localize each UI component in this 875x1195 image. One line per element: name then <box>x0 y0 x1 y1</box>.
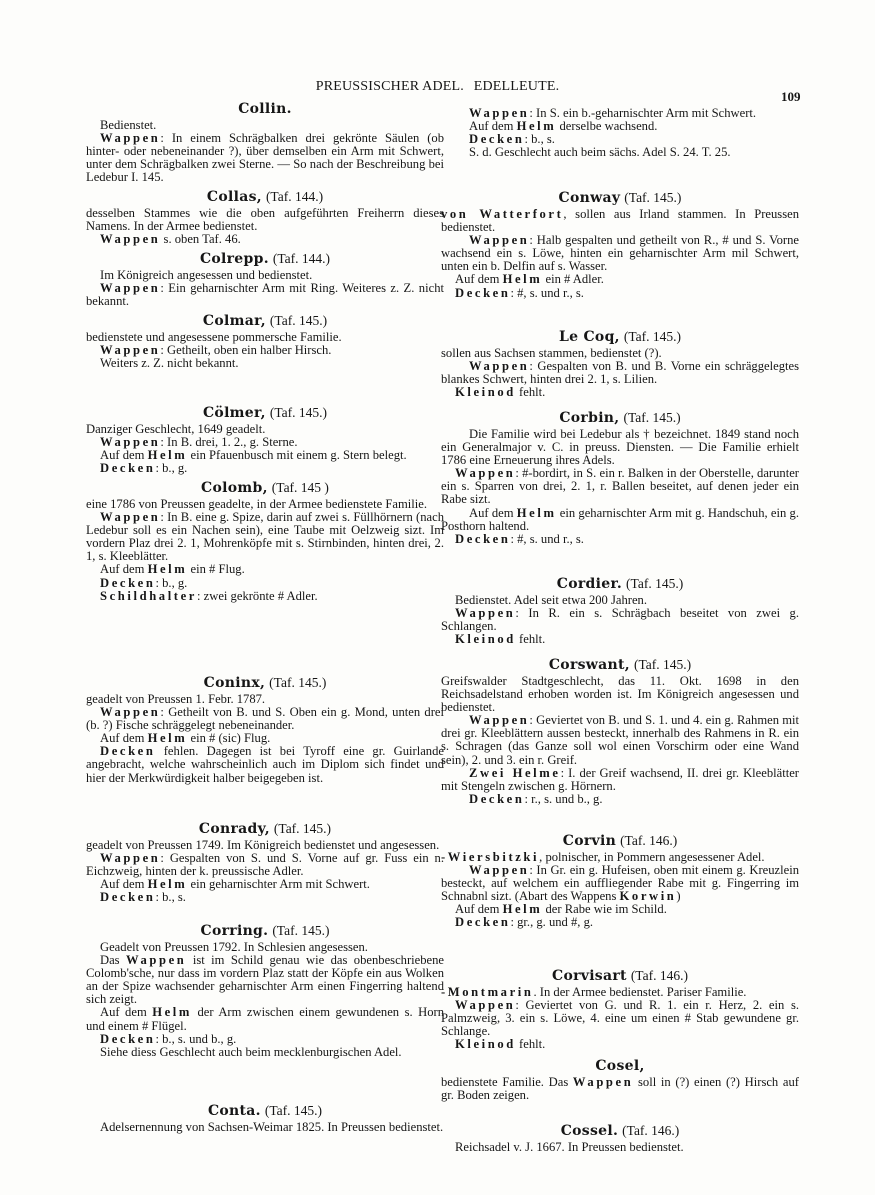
spaced-keyword: Wappen <box>100 435 161 450</box>
paragraph-text: : b., s. <box>524 132 555 147</box>
paragraph-text: : r., s. und b., g. <box>524 791 603 806</box>
paragraph-text: bedienstete Familie. Das <box>441 1075 573 1089</box>
paragraph-text: : I. der Greif wachsend, II. drei gr. Kleeblätter mit Stengeln zwischen g. Hörnern. <box>441 765 800 793</box>
family-entry <box>86 312 444 370</box>
paragraph-text: : #, s. und r., s. <box>510 285 584 300</box>
family-entry <box>86 674 444 785</box>
paragraph-text: : Getheilt von B. und S. Oben ein g. Mond, unten drei (b. ?) Fische schräggelegt nebeneinander. <box>86 705 444 733</box>
entry-paragraph <box>441 607 799 633</box>
entry-paragraph <box>86 706 444 732</box>
plate-reference: (Taf. 145.) <box>623 329 682 344</box>
paragraph-text: eine 1786 von Preussen geadelte, in der Armee bedienstete Familie. <box>86 497 427 511</box>
paragraph-text: ein geharnischter Arm mit Schwert. <box>187 877 370 892</box>
spaced-keyword: Wappen <box>100 131 161 146</box>
plate-reference: (Taf. 145.) <box>273 821 332 836</box>
plate-reference: (Taf. 145.) <box>269 405 328 420</box>
spaced-keyword: Decken <box>455 285 511 300</box>
paragraph-text: soll in (?) einen (?) Hirsch auf gr. Boden zeigen. <box>441 1075 799 1103</box>
paragraph-text: ein geharnischter Arm mit g. Handschuh, ein g. Posthorn haltend. <box>441 505 799 533</box>
entry-heading <box>86 1102 444 1120</box>
entry-paragraph <box>441 428 799 467</box>
paragraph-text: : Geviertet von G. und R. 1. ein r. Herz, 2. ein s. Palmzweig, 3. ein s. Löwe, 4. eine um einen # Stab gewundene gr. Schlange. <box>441 998 799 1039</box>
spaced-keyword: Decken <box>100 575 156 590</box>
spaced-keyword: Helm <box>152 1005 192 1020</box>
spaced-keyword: Zwei Helme <box>469 765 561 780</box>
spaced-keyword: Decken <box>100 461 156 476</box>
family-entry <box>86 479 444 603</box>
family-name: Conway <box>558 190 621 206</box>
paragraph-text: Auf dem <box>100 562 148 577</box>
entry-paragraph <box>441 1038 799 1051</box>
family-entry <box>441 1057 799 1102</box>
paragraph-text: : Ein geharnischter Arm mit Ring. Weiteres z. Z. nicht bekannt. <box>86 281 444 309</box>
header-left: PREUSSISCHER ADEL. <box>315 79 464 94</box>
family-entry <box>86 820 444 904</box>
spaced-keyword: Wappen <box>100 281 161 296</box>
spaced-keyword: Wappen <box>126 953 187 968</box>
spaced-keyword: -Wiersbitzki <box>441 850 540 864</box>
entry-paragraph <box>86 233 444 246</box>
spaced-keyword: von Watterfort <box>441 207 564 221</box>
spaced-keyword: Decken <box>100 744 156 759</box>
entry-paragraph <box>441 146 799 159</box>
paragraph-text: fehlt. <box>515 1037 546 1052</box>
spaced-keyword: Wappen <box>469 863 530 878</box>
entry-paragraph <box>441 793 799 806</box>
spaced-keyword: Wappen <box>100 232 161 247</box>
family-entry <box>86 922 444 1059</box>
entry-paragraph <box>441 767 799 793</box>
paragraph-text: Auf dem <box>100 877 148 892</box>
paragraph-text: geadelt von Preussen 1749. Im Königreich bedienstet und angesessen. <box>86 838 440 852</box>
paragraph-text: ist im Schild genau wie das obenbeschriebene Colomb'sche, nur dass im vordern Plaz statt der Köpfe ein aus Wolken an der Spize wachsender geharnischter Arm einen Fingerring haltend sich zeigt. <box>86 953 445 1007</box>
paragraph-text: : b., g. <box>155 575 188 590</box>
paragraph-text: : Halb gespalten und getheilt von R., # und S. Vorne wachsend ein s. Löwe, hinten ein geharnischter Arm mil Schwert, unten ein b. Delfin auf s. Wasser. <box>441 233 799 274</box>
entry-heading <box>86 188 444 206</box>
entry-paragraph <box>441 386 799 399</box>
spaced-keyword: Decken <box>100 1031 156 1046</box>
paragraph-text: Weiters z. Z. nicht bekannt. <box>100 356 239 371</box>
paragraph-text: geadelt von Preussen 1. Febr. 1787. <box>86 692 266 706</box>
paragraph-text: Reichsadel v. J. 1667. In Preussen bedienstet. <box>455 1140 684 1154</box>
spaced-keyword: Helm <box>147 877 188 892</box>
page-number: 109 <box>781 89 801 104</box>
spaced-keyword: Kleinod <box>455 632 516 647</box>
entry-heading <box>86 820 444 838</box>
family-name: Collas, <box>206 189 262 205</box>
family-entry <box>441 107 799 159</box>
paragraph-text: Auf dem <box>455 272 503 287</box>
paragraph-text: ein # Flug. <box>187 562 245 577</box>
family-entry <box>441 409 799 546</box>
plate-reference: (Taf. 146.) <box>622 1123 680 1138</box>
paragraph-text: Siehe diess Geschlecht auch beim mecklenburgischen Adel. <box>100 1044 402 1059</box>
plate-reference: (Taf. 145.) <box>624 190 682 205</box>
entry-heading <box>86 250 444 268</box>
entry-paragraph <box>86 852 444 878</box>
family-entry <box>441 1122 799 1154</box>
plate-reference: (Taf. 145.) <box>626 576 684 591</box>
paragraph-text: Auf dem <box>469 119 517 134</box>
paragraph-text: : Gespalten von S. und S. Vorne auf gr. Fuss ein n. Eichzweig, hinten der k. preussische Adler. <box>86 851 444 879</box>
entry-heading <box>86 100 444 118</box>
spaced-keyword: Wappen <box>469 359 530 374</box>
plate-reference: (Taf. 144.) <box>265 189 324 204</box>
entry-paragraph <box>441 287 799 300</box>
family-entry <box>441 328 799 399</box>
paragraph-text: Das <box>100 953 127 968</box>
entry-paragraph <box>86 511 444 563</box>
plate-reference: (Taf. 146.) <box>620 833 678 848</box>
entry-paragraph <box>441 507 799 533</box>
spaced-keyword: Decken <box>469 132 525 147</box>
paragraph-text: : Getheilt, oben ein halber Hirsch. <box>160 343 332 358</box>
paragraph-text: derselbe wachsend. <box>556 119 658 134</box>
entry-paragraph <box>441 999 799 1038</box>
paragraph-text: : In einem Schrägbalken drei gekrönte Säulen (ob hinter- oder nebeneinander ?), über demselben ein Arm mit Schwert, unter dem Schrägbalken zwei Sterne. — So nach der Beschreibung bei Ledebur I. 145. <box>86 131 444 185</box>
paragraph-text: Im Königreich angesessen und bedienstet. <box>100 268 313 282</box>
spaced-keyword: Korwin <box>619 889 677 904</box>
entry-paragraph <box>441 533 799 546</box>
family-name: Corring. <box>200 923 269 939</box>
spaced-keyword: Wappen <box>469 713 530 728</box>
paragraph-text: ein # Adler. <box>542 272 604 287</box>
spaced-keyword: Wappen <box>455 998 516 1013</box>
spaced-keyword: Helm <box>502 272 543 287</box>
entry-paragraph <box>86 954 444 1006</box>
paragraph-text: sollen aus Sachsen stammen, bedienstet (?). <box>441 346 662 360</box>
paragraph-text: Auf dem <box>469 505 517 520</box>
family-name: Cosel, <box>595 1058 645 1074</box>
paragraph-text: : #-bordirt, in S. ein r. Balken in der Oberstelle, darunter ein s. Sparren von drei, 2. 1, r. Ballen beseitet, auf denen jeder ein Rabe sizt. <box>441 466 799 507</box>
paragraph-text: : In B. eine g. Spize, darin auf zwei s. Füllhörnern (nach Ledebur soll es ein Nachen sein), eine Taube mit Oelzweig sizt. Im vordern Plaz drei 2. 1, Mohrenköpfe mit s. Stirnbinden, hinten drei, 2. 1, s. Kleeblätter. <box>86 510 444 564</box>
spaced-keyword: Wappen <box>100 851 161 866</box>
paragraph-text: fehlen. Dagegen ist bei Tyroff eine gr. Guirlande angebracht, welche wahrscheinlich auch im Diplom sich findet und hier der Merkwürdigkeit halber beigegeben ist. <box>86 744 444 785</box>
entry-paragraph <box>86 745 444 784</box>
family-name: Conta. <box>207 1103 261 1119</box>
family-entry <box>86 250 444 308</box>
entry-paragraph <box>441 633 799 646</box>
paragraph-text: ) <box>676 889 681 904</box>
entry-paragraph <box>86 1006 444 1032</box>
paragraph-text: : zwei gekrönte # Adler. <box>196 588 318 603</box>
entry-heading <box>441 189 799 207</box>
entry-heading <box>441 967 799 985</box>
family-name: Conrady, <box>198 821 270 837</box>
paragraph-text: Auf dem <box>100 448 148 463</box>
paragraph-text: Auf dem <box>455 902 503 917</box>
entry-paragraph <box>86 282 444 308</box>
entry-heading <box>441 575 799 593</box>
family-name: Corvin <box>562 833 617 849</box>
entry-heading <box>441 656 799 674</box>
paragraph-text: : In Gr. ein g. Hufeisen, oben mit einem g. Kreuzlein besteckt, auf welchem ein auffliegender Rabe mit g. Fingerring im Schnabnl sizt. (Abart des Wappens <box>441 863 799 904</box>
paragraph-text: der Arm zwischen einem gewundenen s. Horn und einem # Flügel. <box>86 1005 444 1033</box>
paragraph-text: bedienstete und angesessene pommersche Familie. <box>86 330 342 344</box>
plate-reference: (Taf. 146.) <box>630 968 688 983</box>
spaced-keyword: -Montmarin <box>441 985 534 999</box>
paragraph-text: desselben Stammes wie die oben aufgeführten Freiherrn dieses Namens. In der Armee bedienstet. <box>86 206 444 234</box>
family-name: Corswant, <box>548 657 630 673</box>
entry-heading <box>86 674 444 692</box>
paragraph-text: Bedienstet. <box>100 118 157 132</box>
family-entry <box>441 656 799 806</box>
spaced-keyword: Helm <box>147 562 188 577</box>
entry-heading <box>441 832 799 850</box>
family-name: Cossel. <box>560 1123 619 1139</box>
spaced-keyword: Helm <box>516 505 557 520</box>
spaced-keyword: Wappen <box>455 466 516 481</box>
family-name: Colrepp. <box>199 251 269 267</box>
running-header <box>0 79 875 95</box>
entry-paragraph <box>441 675 799 714</box>
plate-reference: (Taf. 145 ) <box>271 480 329 495</box>
paragraph-text: ein Pfauenbusch mit einem g. Stern belegt. <box>187 448 407 463</box>
plate-reference: (Taf. 145.) <box>633 657 692 672</box>
family-name: Corvisart <box>552 968 627 984</box>
plate-reference: (Taf. 145.) <box>269 675 327 690</box>
entry-paragraph <box>86 1046 444 1059</box>
entry-paragraph <box>441 467 799 506</box>
spaced-keyword: Wappen <box>100 510 161 525</box>
family-name: Corbin, <box>559 410 620 426</box>
entry-heading <box>441 1057 799 1075</box>
family-name: Coninx, <box>203 675 266 691</box>
entry-paragraph <box>441 360 799 386</box>
spaced-keyword: Helm <box>147 731 188 746</box>
paragraph-text: fehlt. <box>515 632 546 647</box>
paragraph-text: s. oben Taf. 46. <box>160 232 241 247</box>
paragraph-text: S. d. Geschlecht auch beim sächs. Adel S. 24. T. 25. <box>469 145 731 160</box>
paragraph-text: Geadelt von Preussen 1792. In Schlesien angesessen. <box>100 940 368 954</box>
spaced-keyword: Helm <box>502 902 543 917</box>
plate-reference: (Taf. 145.) <box>272 923 330 938</box>
entry-heading <box>86 312 444 330</box>
paragraph-text: : Geviertet von B. und S. 1. und 4. ein g. Rahmen mit drei gr. Kleeblättern aussen besteckt, innerhalb des Rahmens in R. ein s. Schragen (das Ganze soll wol einen Vorschirm oder eine Wand sein), 2. und 3. ein r. Greif. <box>441 713 799 767</box>
family-entry <box>86 404 444 475</box>
entry-paragraph <box>441 916 799 929</box>
paragraph-text: fehlt. <box>515 385 546 400</box>
paragraph-text: Auf dem <box>100 731 148 746</box>
plate-reference: (Taf. 145.) <box>623 410 681 425</box>
paragraph-text: : b., g. <box>155 461 188 476</box>
paragraph-text: Danziger Geschlecht, 1649 geadelt. <box>86 422 266 436</box>
spaced-keyword: Wappen <box>455 606 516 621</box>
entry-paragraph <box>441 864 799 903</box>
entry-paragraph <box>86 132 444 184</box>
family-entry <box>441 575 799 646</box>
plate-reference: (Taf. 145.) <box>264 1103 323 1118</box>
family-name: Cölmer, <box>202 405 266 421</box>
entry-paragraph <box>441 234 799 273</box>
spaced-keyword: Decken <box>455 531 511 546</box>
entry-heading <box>441 328 799 346</box>
paragraph-text: Auf dem <box>100 1005 153 1020</box>
plate-reference: (Taf. 145.) <box>269 313 328 328</box>
spaced-keyword: Kleinod <box>455 385 516 400</box>
header-right: EDELLEUTE. <box>473 79 560 94</box>
entry-paragraph <box>441 1141 799 1154</box>
paragraph-text: : Gespalten von B. und B. Vorne ein schräggelegtes blankes Schwert, hinten drei 2. 1, s. Lilien. <box>441 359 799 387</box>
family-name: Le Coq, <box>558 329 620 345</box>
spaced-keyword: Wappen <box>469 106 530 120</box>
family-entry <box>86 188 444 246</box>
spaced-keyword: Kleinod <box>455 1037 516 1052</box>
paragraph-text: : b., s. und b., g. <box>155 1031 237 1046</box>
spaced-keyword: Decken <box>469 791 525 806</box>
paragraph-text: : In B. drei, 1. 2., g. Sterne. <box>160 435 298 450</box>
spaced-keyword: Helm <box>147 448 188 463</box>
entry-paragraph <box>86 590 444 603</box>
entry-paragraph <box>86 207 444 233</box>
paragraph-text: Die Familie wird bei Ledebur als † bezeichnet. 1849 stand noch ein Generalmajor v. C. in preuss. Diensten. — Die Familie erhielt 1786 eine Erneuerung ihres Adels. <box>441 427 799 468</box>
spaced-keyword: Decken <box>100 890 156 905</box>
entry-paragraph <box>86 891 444 904</box>
spaced-keyword: Wappen <box>572 1075 634 1089</box>
family-name: Colmar, <box>202 313 266 329</box>
paragraph-text: der Rabe wie im Schild. <box>542 902 667 917</box>
paragraph-text: : #, s. und r., s. <box>510 531 584 546</box>
paragraph-text: : gr., g. und #, g. <box>510 915 594 930</box>
paragraph-text: Bedienstet. Adel seit etwa 200 Jahren. <box>455 593 648 607</box>
entry-heading <box>86 404 444 422</box>
paragraph-text: . In der Armee bedienstet. Pariser Familie. <box>533 985 747 999</box>
entry-paragraph <box>86 357 444 370</box>
entry-paragraph <box>86 462 444 475</box>
spaced-keyword: Wappen <box>469 233 530 248</box>
spaced-keyword: Helm <box>516 119 557 134</box>
entry-heading <box>441 1122 799 1140</box>
entry-paragraph <box>441 208 799 234</box>
paragraph-text: , polnischer, in Pommern angesessener Adel. <box>539 850 765 864</box>
paragraph-text: : In R. ein s. Schrägbach beseitet von zwei g. Schlangen. <box>441 606 799 634</box>
paragraph-text: Greifswalder Stadtgeschlecht, das 11. Okt. 1698 in den Reichsadelstand erhoben worden ist. Im Königreich angesessen und bedienstet. <box>441 674 799 715</box>
paragraph-text: : b., s. <box>155 890 186 905</box>
entry-heading <box>441 409 799 427</box>
family-name: Collin. <box>238 101 292 117</box>
paragraph-text: : In S. ein b.-geharnischter Arm mit Schwert. <box>529 106 757 120</box>
spaced-keyword: Schildhalter <box>100 588 197 603</box>
entry-heading <box>86 479 444 497</box>
entry-heading <box>86 922 444 940</box>
spaced-keyword: Decken <box>455 915 511 930</box>
family-entry <box>86 1102 444 1134</box>
paragraph-text: ein # (sic) Flug. <box>187 731 271 746</box>
paragraph-text: Adelsernennung von Sachsen-Weimar 1825. In Preussen bedienstet. <box>100 1120 444 1134</box>
paragraph-text: , sollen aus Irland stammen. In Preussen bedienstet. <box>441 207 799 235</box>
entry-paragraph <box>441 1076 799 1102</box>
entry-paragraph <box>441 714 799 766</box>
entry-paragraph <box>86 1121 444 1134</box>
family-entry <box>86 100 444 184</box>
spaced-keyword: Wappen <box>100 343 161 358</box>
family-entry <box>441 189 799 300</box>
family-name: Cordier. <box>556 576 623 592</box>
family-name: Colomb, <box>201 480 268 496</box>
family-entry <box>441 967 799 1051</box>
spaced-keyword: Wappen <box>100 705 161 720</box>
plate-reference: (Taf. 144.) <box>272 251 331 266</box>
family-entry <box>441 832 799 930</box>
